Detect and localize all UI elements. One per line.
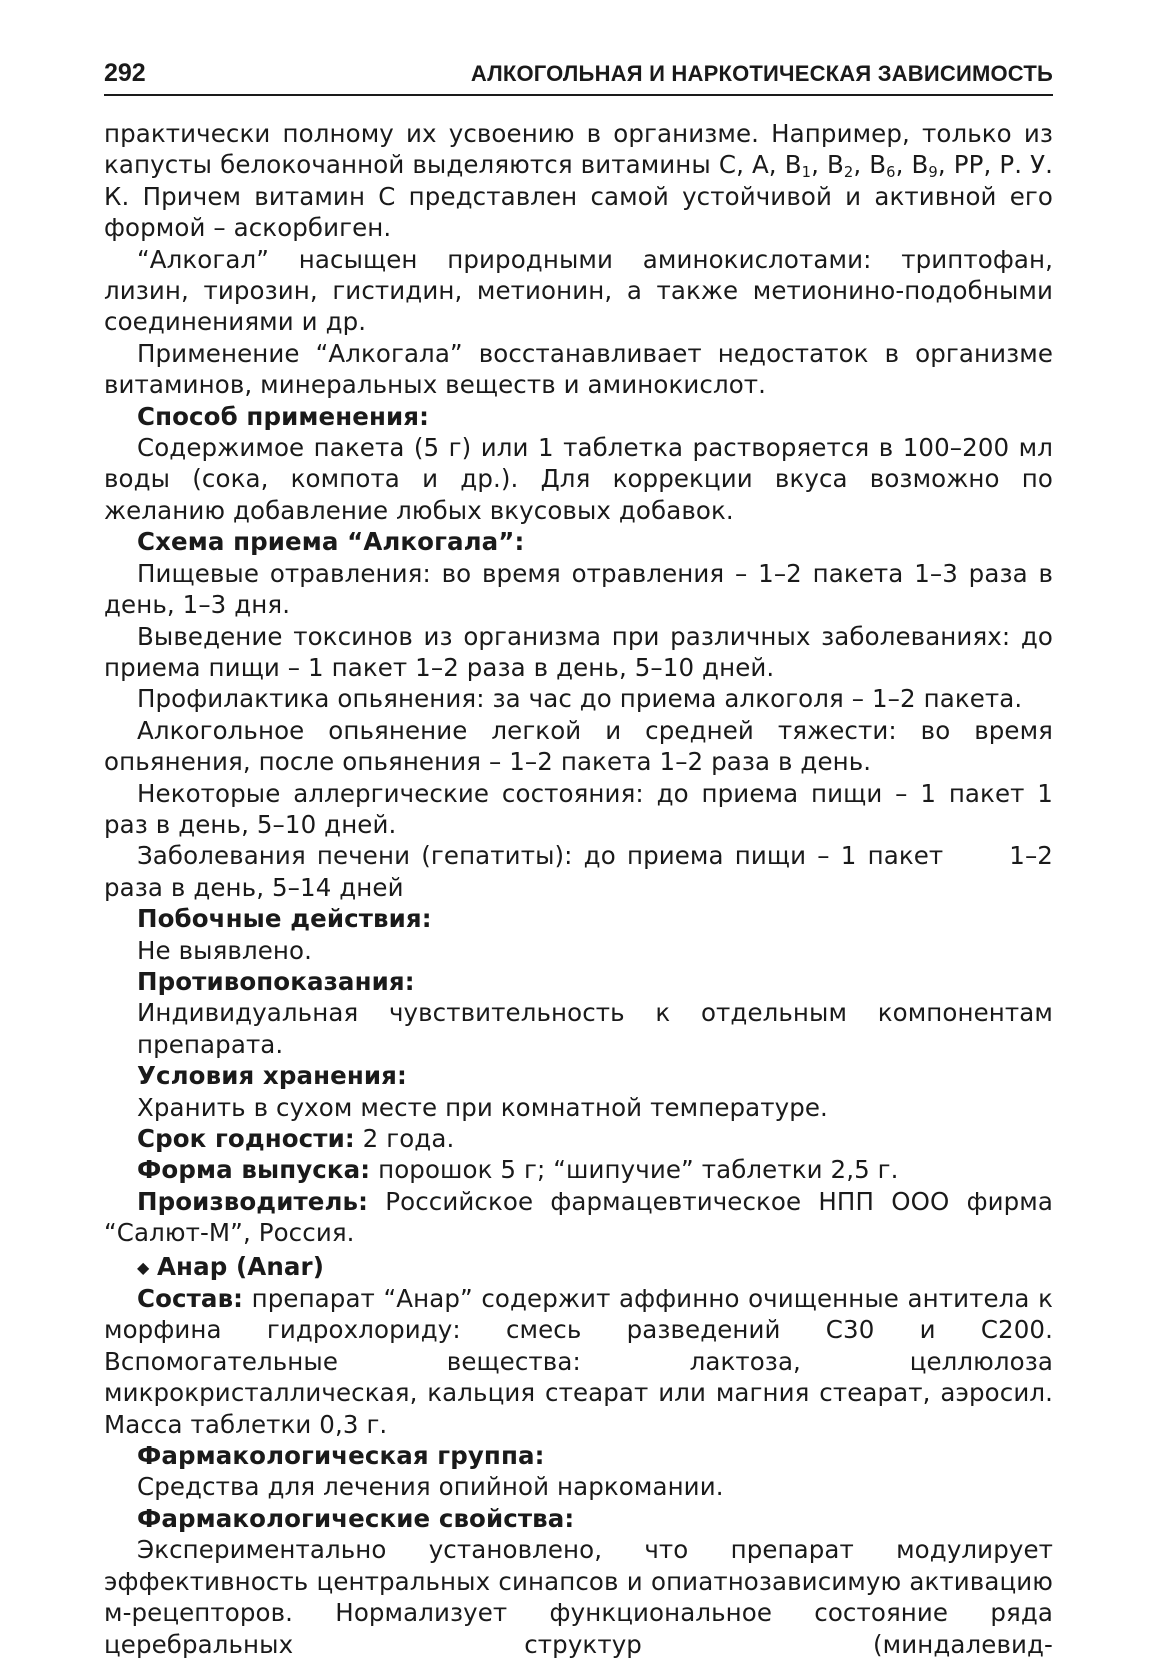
shelf-life-label: Срок годности: xyxy=(137,1124,355,1153)
paragraph-side-effects: Не выявлено. xyxy=(137,935,312,965)
drug-entry-title xyxy=(104,1251,1053,1283)
text-run: , В xyxy=(811,150,844,180)
paragraph-pharm-properties: Экспериментально установлено, что препарат модулирует эффективность центральных синапсов и опиатнозависимую активацию м-рецепторов. Нормализует функциональное состояние ряда церебральных структур (миндалевид- xyxy=(104,1535,1053,1659)
paragraph-storage: Хранить в сухом месте при комнатной температуре. xyxy=(137,1092,828,1122)
scheme-item-intoxication: Алкогольное опьянение легкой и средней тяжести: во время опьянения, после опьянения – 1–2 пакета 1–2 раза в день. xyxy=(104,715,1053,777)
text-run: Российское фармацевтическое НПП ООО фирма “Салют-М”, Россия. xyxy=(104,1186,1053,1248)
paragraph-amino-acids: “Алкогал” насыщен природными аминокислотами: триптофан, лизин, тирозин, гистидин, метионин, а также метионино-подобными соединениями и др. xyxy=(104,244,1053,337)
text-run: Заболевания печени (гепатиты): до приема пищи – 1 пакет xyxy=(137,841,944,871)
heading-storage: Условия хранения: xyxy=(137,1061,407,1091)
paragraph-contraindications: Индивидуальная чувствительность к отдельным компонентам препарата. xyxy=(137,998,1053,1059)
subscript: 9 xyxy=(928,164,938,182)
paragraph-release-form xyxy=(104,1154,1053,1185)
paragraph-pharm-group: Средства для лечения опийной наркомании. xyxy=(137,1472,724,1502)
subscript: 6 xyxy=(886,164,896,182)
text-run: порошок 5 г; “шипучие” таблетки 2,5 г. xyxy=(370,1155,899,1185)
page-number: 292 xyxy=(104,59,146,87)
heading-pharm-group: Фармакологическая группа: xyxy=(137,1441,545,1471)
composition-label: Состав: xyxy=(137,1284,244,1314)
text-run: 2 года. xyxy=(354,1124,455,1153)
heading-usage: Способ применения: xyxy=(137,401,429,431)
page-body xyxy=(104,118,1053,1660)
manufacturer-label: Производитель: xyxy=(137,1186,369,1216)
scheme-item-allergy: Некоторые аллергические состояния: до приема пищи – 1 пакет 1 раз в день, 5–10 дней. xyxy=(104,778,1053,839)
text-run: , В xyxy=(895,150,929,180)
heading-contraindications: Противопоказания: xyxy=(137,966,415,996)
release-form-label: Форма выпуска: xyxy=(137,1155,371,1185)
drug-name: Анар (Anar) xyxy=(157,1251,325,1281)
scheme-item-liver xyxy=(104,840,1053,903)
paragraph-manufacturer xyxy=(104,1186,1053,1249)
paragraph-application: Применение “Алкогала” восстанавливает недостаток в организме витаминов, минеральных веществ и аминокислот. xyxy=(104,338,1053,400)
text-run: препарат “Анар” содержит аффинно очищенные антитела к морфина гидрохлориду: смесь разведений С30 и С200. Вспомогательные вещества: лактоза, целлюлоза микрокристаллическая, кальция стеарат или магния стеарат, аэросил. Масса таблетки 0,3 г. xyxy=(104,1284,1053,1439)
paragraph-composition xyxy=(104,1283,1053,1440)
heading-scheme: Схема приема “Алкогала”: xyxy=(137,527,525,557)
text-run: , РР, Р. У. К. Причем витамин С представлен самой устойчивой и активной его формой – аскорбиген. xyxy=(104,150,1053,243)
text-run: практически полному их усвоению в организме. Например, только из капусты белокочанной выделяются витамины С, А, В xyxy=(104,119,1053,180)
scheme-item-food-poisoning: Пищевые отравления: во время отравления – 1–2 пакета 1–3 раза в день, 1–3 дня. xyxy=(104,558,1053,620)
diamond-bullet-icon: ◆ xyxy=(137,1257,150,1277)
scheme-item-toxins: Выведение токсинов из организма при различных заболеваниях: до приема пищи – 1 пакет 1–2 раза в день, 5–10 дней. xyxy=(104,621,1053,682)
heading-side-effects: Побочные действия: xyxy=(137,904,432,934)
paragraph-usage: Содержимое пакета (5 г) или 1 таблетка растворяется в 100–200 мл воды (сока, компота и др.). Для коррекции вкуса возможно по желанию добавление любых вкусовых добавок. xyxy=(104,433,1053,525)
paragraph-vitamins xyxy=(104,118,1053,244)
page-header xyxy=(104,52,1053,96)
subscript: 1 xyxy=(801,164,812,182)
text-run: 1–2 раза в день, 5–14 дней xyxy=(104,841,1053,902)
heading-pharm-properties: Фармакологические свойства: xyxy=(137,1503,575,1533)
text-run: , В xyxy=(853,150,887,180)
scheme-item-prophylaxis: Профилактика опьянения: за час до приема алкоголя – 1–2 пакета. xyxy=(137,684,1023,714)
subscript: 2 xyxy=(843,164,854,182)
paragraph-shelf-life xyxy=(104,1123,1053,1154)
running-title: АЛКОГОЛЬНАЯ И НАРКОТИЧЕСКАЯ ЗАВИСИМОСТЬ xyxy=(470,61,1053,86)
